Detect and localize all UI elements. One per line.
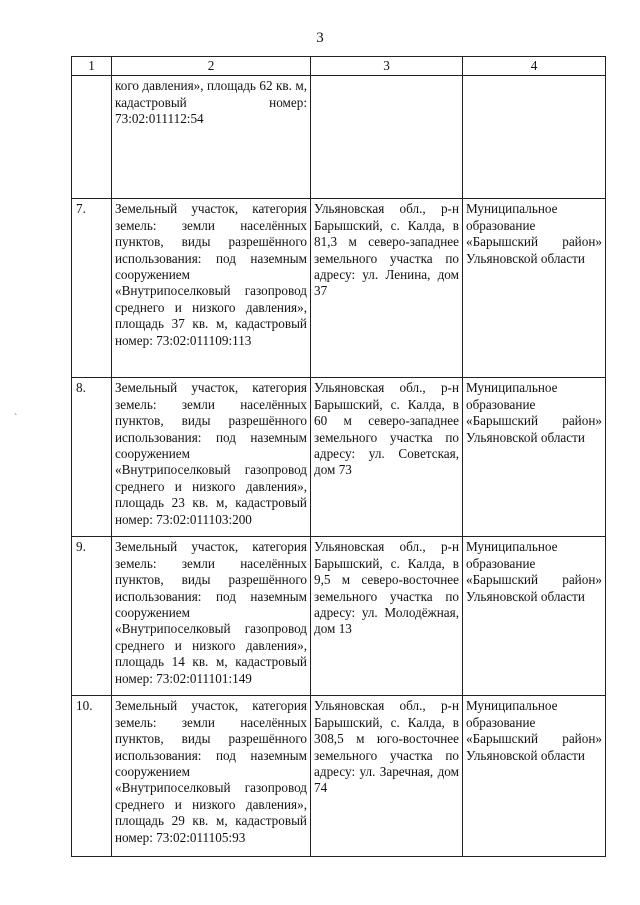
location-cell: Ульяновская обл., р-н Барышский, с. Калда, в 81,3 м северо-западнее земельного участка по адресу: ул. Ленина, дом 37: [311, 199, 463, 378]
land-plots-table: [71, 56, 606, 857]
description-cell: Земельный участок, категория земель: земли населённых пунктов, виды разрешённого использования: под наземным сооружением «Внутрипоселковый газопровод среднего и низкого давления», площадь 37 кв. м, кадастровый номер: 73:02:011109:113: [112, 199, 311, 378]
page-number: 3: [316, 30, 324, 46]
description-cell: Земельный участок, категория земель: земли населённых пунктов, виды разрешённого использования: под наземным сооружением «Внутрипоселковый газопровод среднего и низкого давления», площадь 23 кв. м, кадастровый номер: 73:02:011103:200: [112, 378, 311, 537]
column-header-1: 1: [72, 57, 112, 76]
column-header-3: 3: [311, 57, 463, 76]
owner-cell: Муниципальное образование «Барышский район» Ульяновской области: [463, 537, 606, 696]
location-cell: Ульяновская обл., р-н Барышский, с. Калда, в 9,5 м северо-восточнее земельного участка по адресу: ул. Молодёжная, дом 13: [311, 537, 463, 696]
column-header-2: 2: [112, 57, 311, 76]
row-number-cell: [72, 76, 112, 199]
table-row: [72, 696, 606, 857]
location-cell: Ульяновская обл., р-н Барышский, с. Калда, в 308,5 м юго-восточнее земельного участка по адресу: ул. Заречная, дом 74: [311, 696, 463, 857]
row-number-cell: 8.: [72, 378, 112, 537]
row-number-cell: 7.: [72, 199, 112, 378]
table-row: [72, 199, 606, 378]
owner-cell: Муниципальное образование «Барышский район» Ульяновской области: [463, 378, 606, 537]
table-row: [72, 537, 606, 696]
column-header-4: 4: [463, 57, 606, 76]
table-row-continued: [72, 76, 606, 199]
description-cell: кого давления», площадь 62 кв. м, кадастровый номер: 73:02:011112:54: [112, 76, 311, 199]
description-cell: Земельный участок, категория земель: земли населённых пунктов, виды разрешённого использования: под наземным сооружением «Внутрипоселковый газопровод среднего и низкого давления», площадь 29 кв. м, кадастровый номер: 73:02:011105:93: [112, 696, 311, 857]
row-number-cell: 10.: [72, 696, 112, 857]
owner-cell: Муниципальное образование «Барышский район» Ульяновской области: [463, 199, 606, 378]
table-header-row: [72, 57, 606, 76]
location-cell: Ульяновская обл., р-н Барышский, с. Калда, в 60 м северо-западнее земельного участка по адресу: ул. Советская, дом 73: [311, 378, 463, 537]
location-cell: [311, 76, 463, 199]
owner-cell: [463, 76, 606, 199]
description-cell: Земельный участок, категория земель: земли населённых пунктов, виды разрешённого использования: под наземным сооружением «Внутрипоселковый газопровод среднего и низкого давления», площадь 14 кв. м, кадастровый номер: 73:02:011101:149: [112, 537, 311, 696]
row-number-cell: 9.: [72, 537, 112, 696]
scan-speck: ˋ: [14, 413, 18, 424]
table-row: [72, 378, 606, 537]
owner-cell: Муниципальное образование «Барышский район» Ульяновской области: [463, 696, 606, 857]
